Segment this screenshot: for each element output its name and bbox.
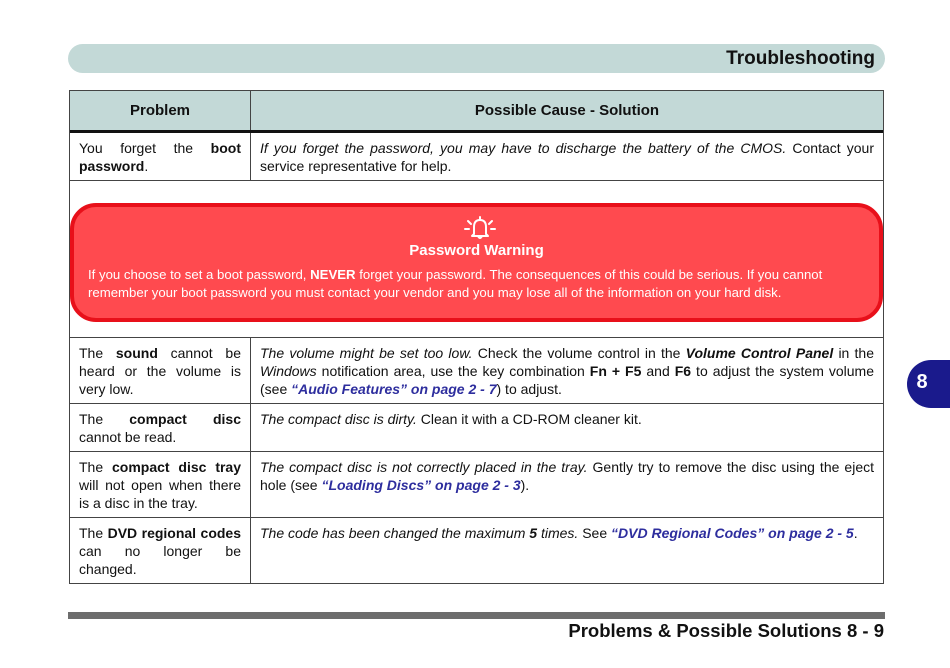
problem-cell: The compact disc tray will not open when there is a disc in the tray.: [70, 452, 251, 517]
password-warning-box: [70, 203, 883, 322]
solution-cell: If you forget the password, you may have to discharge the battery of the CMOS. Contact your service representative for help.: [260, 140, 875, 174]
footer-divider: [68, 612, 885, 619]
table-row: [70, 451, 883, 517]
alarm-bell-icon: [463, 215, 497, 241]
header-bar: [68, 44, 885, 73]
warning-row: [70, 180, 883, 337]
table-row: [70, 517, 883, 583]
problem-cell: The compact disc cannot be read.: [70, 404, 251, 451]
problem-cell: The DVD regional codes can no longer be changed.: [70, 518, 251, 583]
chapter-number: 8: [916, 371, 928, 393]
problem-cell: You forget the boot password.: [70, 133, 251, 180]
solution-cell: The volume might be set too low. Check the volume control in the Volume Control Panel in the Windows notification area, use the key combination Fn + F5 and F6 to adjust the system volume (see “Audio Features” on page 2 - 7) to adjust.: [260, 345, 875, 397]
troubleshooting-table: [69, 90, 884, 584]
solution-cell: The compact disc is dirty. Clean it with a CD-ROM cleaner kit.: [260, 411, 642, 427]
chapter-tab: [907, 360, 950, 408]
warning-title: Password Warning: [409, 242, 544, 259]
column-header-solution: Possible Cause - Solution: [474, 101, 660, 119]
loading-discs-link[interactable]: “Loading Discs” on page 2 - 3: [321, 477, 521, 493]
dvd-regional-codes-link[interactable]: “DVD Regional Codes” on page 2 - 5: [611, 525, 854, 541]
table-row: [70, 403, 883, 451]
audio-features-link[interactable]: “Audio Features” on page 2 - 7: [291, 381, 497, 397]
problem-cell: The sound cannot be heard or the volume is very low.: [70, 338, 251, 403]
table-row: [70, 337, 883, 403]
column-header-problem: Problem: [70, 91, 251, 130]
footer-page-label: Problems & Possible Solutions 8 - 9: [568, 620, 884, 641]
table-row: [70, 133, 883, 180]
warning-text: If you choose to set a boot password, NEVER forget your password. The consequences of this could be serious. If you cannot remember your boot password you must contact your vendor and you may lose all of the information on your hard disk.: [88, 267, 823, 300]
solution-cell: The compact disc is not correctly placed in the tray. Gently try to remove the disc using the eject hole (see “Loading Discs” on page 2 - 3).: [260, 459, 874, 493]
solution-cell: The code has been changed the maximum 5 times. See “DVD Regional Codes” on page 2 - 5.: [260, 525, 858, 541]
page-title: Troubleshooting: [726, 48, 875, 69]
table-header-row: [70, 91, 883, 133]
